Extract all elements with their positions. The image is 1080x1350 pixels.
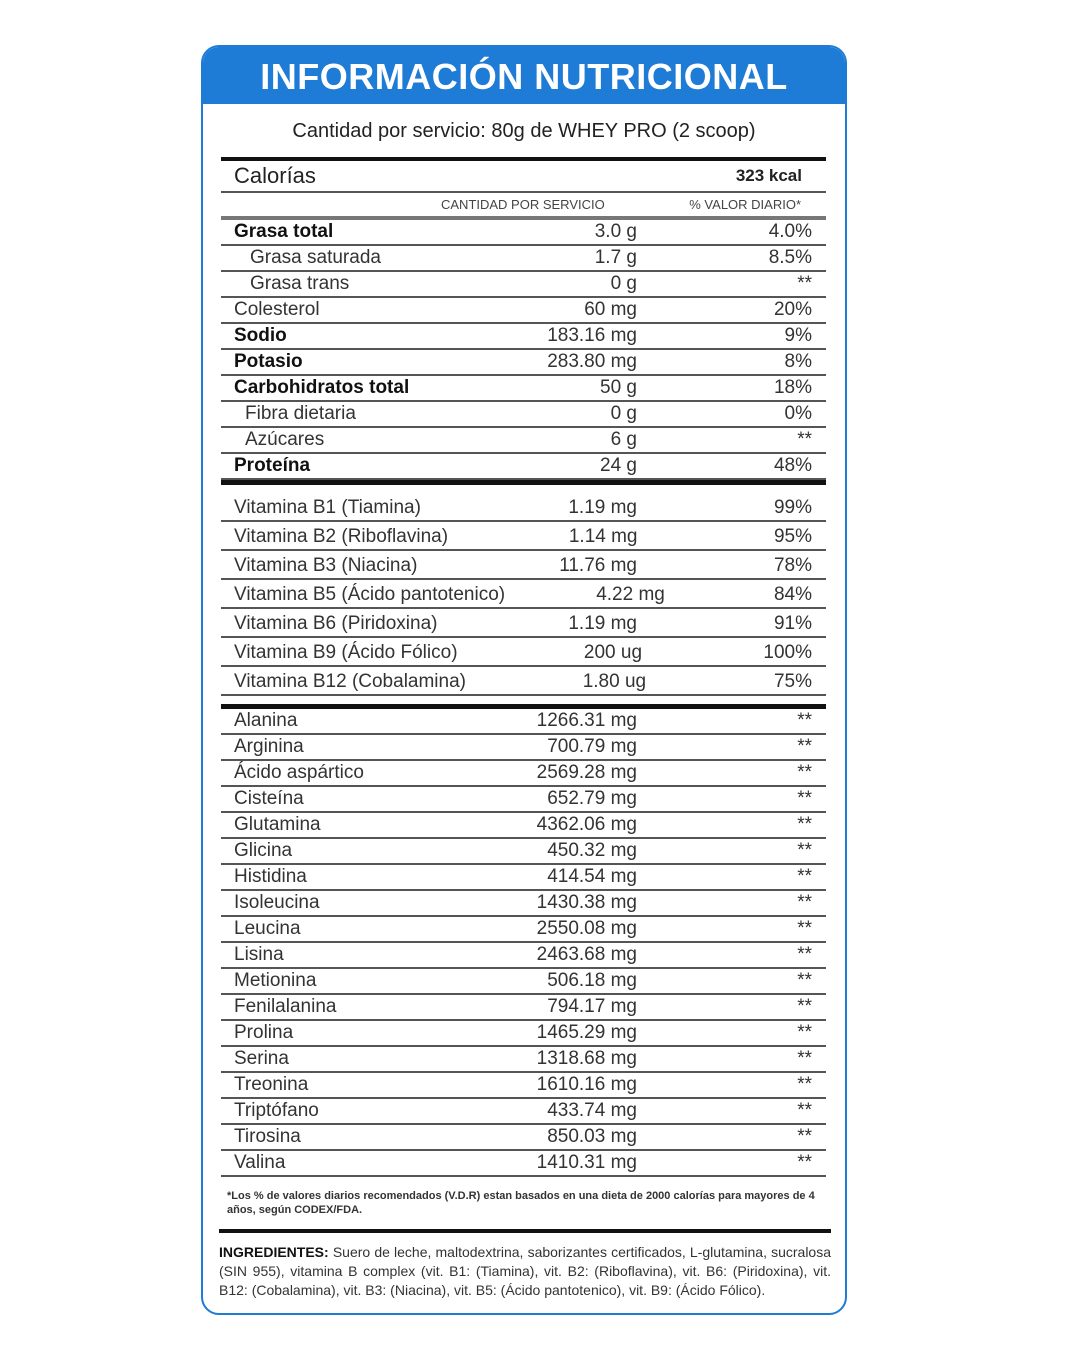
macros-row [221, 376, 826, 402]
aminoacids-row [221, 1151, 826, 1177]
aminoacids-row [221, 839, 826, 865]
macros-row [221, 246, 826, 272]
aminoacids-section [221, 709, 826, 1177]
vitamins-row [221, 638, 826, 667]
aminoacids-row [221, 969, 826, 995]
nutrient-amount: 700.79 mg [547, 736, 637, 757]
nutrient-amount: 1610.16 mg [536, 1074, 637, 1095]
nutrient-amount: 60 mg [584, 299, 637, 320]
nutrient-daily-value: ** [797, 762, 812, 783]
nutrient-daily-value: ** [797, 918, 812, 939]
nutrient-daily-value: 91% [773, 613, 812, 634]
ingredients-text: Suero de leche, maltodextrina, saborizantes certificados, L-glutamina, sucralosa (SIN 955), vitamina B complex (vit. B1: (Tiamina), vit. B2: (Riboflavina), vit. B6: (Piridoxina), vit. B12: (Cobalamina), vit. B3: (Niacina), vit. B5: (Ácido pantotenico), vit. B9: (Ácido Fólico). [219, 1244, 832, 1298]
nutrient-name: Lisina [234, 944, 284, 965]
nutrient-amount: 2569.28 mg [536, 762, 637, 783]
nutrient-amount: 183.16 mg [547, 325, 637, 346]
nutrient-daily-value: 95% [773, 526, 812, 547]
serving-size: Cantidad por servicio: 80g de WHEY PRO (2 scoop) [292, 120, 756, 142]
dv-column-header: % VALOR DIARIO* [689, 197, 801, 212]
column-headers [221, 193, 826, 220]
macros-row [221, 220, 826, 246]
footnote: *Los % de valores diarios recomendados (V.D.R) estan basados en una dieta de 2000 calorías para mayores de 4 años, según CODEX/FDA. [227, 1190, 815, 1216]
aminoacids-row [221, 995, 826, 1021]
nutrient-name: Alanina [234, 710, 298, 731]
nutrient-amount: 1.19 mg [568, 497, 637, 518]
nutrient-amount: 4362.06 mg [536, 814, 637, 835]
nutrient-name: Cisteína [234, 788, 304, 809]
nutrient-name: Vitamina B2 (Riboflavina) [234, 526, 449, 547]
label-title: INFORMACIÓN NUTRICIONAL [203, 47, 845, 104]
aminoacids-row [221, 917, 826, 943]
nutrient-daily-value: 84% [773, 584, 812, 605]
vitamins-section [221, 493, 826, 696]
macros-section [221, 220, 826, 480]
nutrient-name: Treonina [234, 1074, 309, 1095]
nutrient-daily-value: 8.5% [768, 247, 812, 268]
nutrient-daily-value: ** [797, 1126, 812, 1147]
nutrient-daily-value: ** [797, 944, 812, 965]
nutrient-daily-value: ** [797, 1074, 812, 1095]
nutrient-name: Tirosina [234, 1126, 301, 1147]
nutrient-daily-value: ** [797, 866, 812, 887]
nutrient-amount: 200 ug [583, 642, 643, 663]
nutrient-amount: 0 g [610, 403, 637, 424]
nutrient-daily-value: ** [797, 1152, 812, 1173]
vitamins-row [221, 609, 826, 638]
aminoacids-row [221, 761, 826, 787]
nutrient-amount: 1.14 mg [568, 526, 638, 547]
nutrient-amount: 11.76 mg [559, 555, 637, 576]
nutrient-name: Colesterol [234, 299, 320, 320]
nutrient-daily-value: 99% [773, 497, 812, 518]
macros-row [221, 402, 826, 428]
nutrient-name: Glutamina [234, 814, 321, 835]
nutrient-name: Vitamina B6 (Piridoxina) [234, 613, 438, 634]
nutrient-daily-value: 20% [773, 299, 812, 320]
nutrient-daily-value: 4.0% [768, 221, 812, 242]
nutrient-name: Metionina [234, 970, 317, 991]
nutrient-amount: 450.32 mg [547, 840, 637, 861]
nutrient-daily-value: 0% [784, 403, 812, 424]
aminoacids-row [221, 865, 826, 891]
aminoacids-row [221, 1125, 826, 1151]
nutrient-amount: 2463.68 mg [536, 944, 637, 965]
nutrient-amount: 283.80 mg [547, 351, 637, 372]
nutrient-amount: 50 g [600, 377, 637, 398]
aminoacids-row [221, 1021, 826, 1047]
nutrient-amount: 1.7 g [594, 247, 637, 268]
nutrient-name: Glicina [234, 840, 293, 861]
nutrient-name: Triptófano [234, 1100, 319, 1121]
macros-row [221, 428, 826, 454]
nutrient-name: Azúcares [245, 429, 325, 450]
nutrient-name: Grasa trans [250, 273, 350, 294]
aminoacids-row [221, 1099, 826, 1125]
nutrient-daily-value: ** [797, 970, 812, 991]
vitamins-row [221, 551, 826, 580]
nutrient-amount: 3.0 g [594, 221, 637, 242]
aminoacids-row [221, 787, 826, 813]
nutrient-name: Potasio [234, 351, 303, 372]
nutrient-amount: 506.18 mg [547, 970, 637, 991]
nutrient-name: Valina [234, 1152, 286, 1173]
nutrient-amount: 652.79 mg [547, 788, 637, 809]
nutrient-daily-value: 75% [773, 671, 812, 692]
nutrient-name: Vitamina B1 (Tiamina) [234, 497, 421, 518]
calories-row [221, 161, 826, 193]
vitamins-row [221, 580, 826, 609]
nutrient-daily-value: ** [797, 273, 812, 294]
nutrient-name: Prolina [234, 1022, 294, 1043]
nutrient-amount: 414.54 mg [547, 866, 637, 887]
nutrient-name: Vitamina B3 (Niacina) [234, 555, 418, 576]
macros-row [221, 350, 826, 376]
nutrient-amount: 433.74 mg [547, 1100, 637, 1121]
nutrient-amount: 850.03 mg [547, 1126, 637, 1147]
aminoacids-row [221, 735, 826, 761]
nutrient-daily-value: ** [797, 892, 812, 913]
nutrient-daily-value: ** [797, 429, 812, 450]
aminoacids-row [221, 813, 826, 839]
aminoacids-row [221, 943, 826, 969]
nutrient-name: Grasa saturada [250, 247, 381, 268]
nutrient-name: Grasa total [234, 221, 334, 242]
nutrient-name: Histidina [234, 866, 307, 887]
aminoacids-row [221, 709, 826, 735]
ingredients-label: INGREDIENTES: [219, 1244, 329, 1260]
nutrition-label [201, 45, 847, 1315]
nutrient-daily-value: ** [797, 996, 812, 1017]
nutrient-amount: 4.22 mg [596, 584, 665, 605]
nutrient-name: Vitamina B12 (Cobalamina) [234, 671, 466, 692]
nutrient-name: Fenilalanina [234, 996, 337, 1017]
nutrient-daily-value: ** [797, 710, 812, 731]
nutrient-amount: 0 g [610, 273, 637, 294]
macros-row [221, 298, 826, 324]
nutrient-amount: 1266.31 mg [536, 710, 637, 731]
ingredients [219, 1229, 831, 1300]
nutrient-daily-value: ** [797, 1048, 812, 1069]
nutrient-name: Leucina [234, 918, 301, 939]
macros-row [221, 454, 826, 480]
nutrient-amount: 1410.31 mg [536, 1152, 637, 1173]
aminoacids-row [221, 1047, 826, 1073]
nutrient-daily-value: ** [797, 814, 812, 835]
nutrient-daily-value: ** [797, 840, 812, 861]
calories-label: Calorías [234, 163, 316, 188]
nutrient-name: Vitamina B5 (Ácido pantotenico) [234, 584, 506, 605]
aminoacids-row [221, 891, 826, 917]
macros-row [221, 272, 826, 298]
nutrient-daily-value: 18% [773, 377, 812, 398]
nutrient-name: Proteína [234, 455, 311, 476]
nutrient-amount: 24 g [600, 455, 637, 476]
vitamins-row [221, 522, 826, 551]
nutrient-name: Carbohidratos total [234, 377, 410, 398]
nutrient-amount: 794.17 mg [547, 996, 637, 1017]
nutrient-daily-value: ** [797, 736, 812, 757]
nutrient-amount: 6 g [610, 429, 637, 450]
vitamins-row [221, 667, 826, 696]
nutrient-daily-value: ** [797, 1100, 812, 1121]
nutrient-name: Sodio [234, 325, 287, 346]
amount-column-header: CANTIDAD POR SERVICIO [441, 197, 605, 212]
nutrient-daily-value: ** [797, 788, 812, 809]
nutrient-daily-value: ** [797, 1022, 812, 1043]
nutrition-panel [221, 157, 826, 1217]
nutrient-name: Arginina [234, 736, 304, 757]
nutrient-daily-value: 9% [784, 325, 812, 346]
calories-value: 323 kcal [735, 166, 802, 185]
nutrient-name: Vitamina B9 (Ácido Fólico) [234, 642, 458, 663]
macros-row [221, 324, 826, 350]
nutrient-amount: 1465.29 mg [536, 1022, 637, 1043]
nutrient-name: Ácido aspártico [234, 762, 364, 783]
nutrient-amount: 2550.08 mg [536, 918, 637, 939]
nutrient-name: Serina [234, 1048, 289, 1069]
nutrient-name: Fibra dietaria [245, 403, 356, 424]
nutrient-daily-value: 8% [784, 351, 812, 372]
aminoacids-row [221, 1073, 826, 1099]
nutrient-name: Isoleucina [234, 892, 320, 913]
nutrient-amount: 1430.38 mg [536, 892, 637, 913]
nutrient-daily-value: 100% [763, 642, 812, 663]
nutrient-daily-value: 78% [773, 555, 812, 576]
nutrient-amount: 1318.68 mg [536, 1048, 637, 1069]
nutrient-daily-value: 48% [773, 455, 812, 476]
nutrient-amount: 1.80 ug [582, 671, 647, 692]
vitamins-row [221, 493, 826, 522]
nutrient-amount: 1.19 mg [568, 613, 637, 634]
